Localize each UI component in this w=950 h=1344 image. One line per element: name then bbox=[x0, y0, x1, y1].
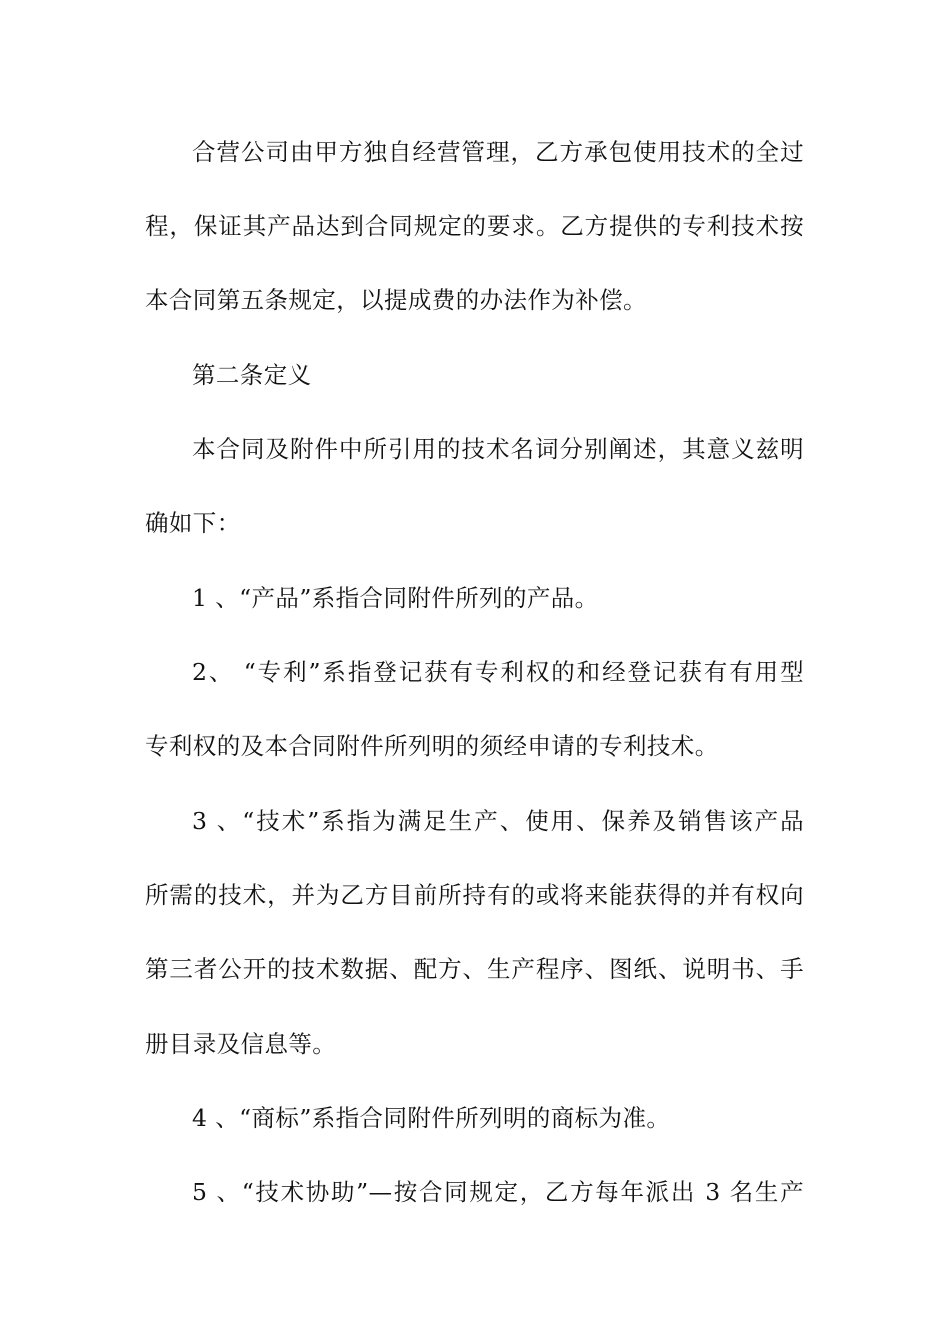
section-heading: 第二条定义 bbox=[192, 361, 312, 389]
text-line: 确如下： bbox=[145, 509, 241, 537]
list-item: 2、 “专利”系指登记获有专利权的和经登记获有有用型 bbox=[192, 658, 804, 686]
list-item: 1 、“产品”系指合同附件所列的产品。 bbox=[192, 584, 599, 612]
text-line: 程，保证其产品达到合同规定的要求。乙方提供的专利技术按 bbox=[145, 212, 804, 240]
text-line: 本合同及附件中所引用的技术名词分别阐述，其意义兹明 bbox=[192, 435, 804, 463]
list-item: 5 、“技术协助”—按合同规定，乙方每年派出 3 名生产 bbox=[192, 1178, 804, 1206]
text-line: 册目录及信息等。 bbox=[145, 1030, 337, 1058]
text-line: 所需的技术，并为乙方目前所持有的或将来能获得的并有权向 bbox=[145, 881, 804, 909]
list-item: 4 、“商标”系指合同附件所列明的商标为准。 bbox=[192, 1104, 671, 1132]
text-line: 第三者公开的技术数据、配方、生产程序、图纸、说明书、手 bbox=[145, 955, 804, 983]
text-line: 本合同第五条规定，以提成费的办法作为补偿。 bbox=[145, 286, 647, 314]
text-line: 专利权的及本合同附件所列明的须经申请的专利技术。 bbox=[145, 732, 719, 760]
list-item: 3 、“技术”系指为满足生产、使用、保养及销售该产品 bbox=[192, 807, 804, 835]
text-line: 合营公司由甲方独自经营管理，乙方承包使用技术的全过 bbox=[192, 138, 804, 166]
